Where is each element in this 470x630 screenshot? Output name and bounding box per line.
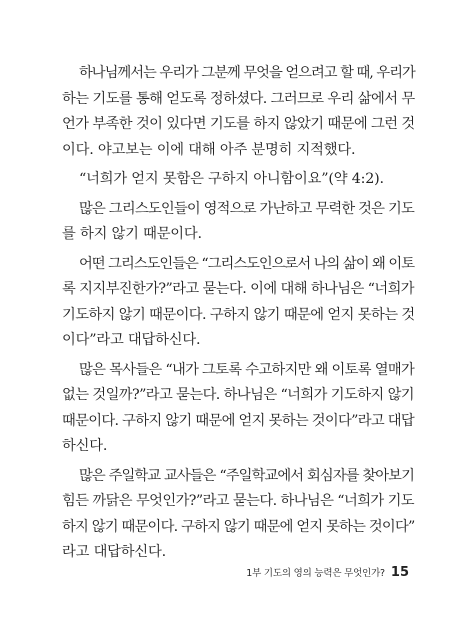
text-line: 때문이다. 구하지 않기 때문에 얻지 못하는 것이다”라고 대답 xyxy=(62,412,415,429)
text-line: 이다. 야고보는 이에 대해 아주 분명히 지적했다. xyxy=(62,141,356,158)
paragraph-2-quote xyxy=(62,167,414,193)
body-text xyxy=(62,61,414,566)
text-line: “너희가 얻지 못함은 구하지 아니함이요”(약 4:2). xyxy=(79,171,384,187)
paragraph-3 xyxy=(62,197,414,248)
paragraph-5 xyxy=(62,358,414,460)
text-line: 기도하지 않기 때문이다. 구하지 않기 때문에 얻지 못하는 것 xyxy=(62,306,415,323)
text-line: 많은 주일학교 교사들은 “주일학교에서 회심자를 찾아보기 xyxy=(79,467,414,484)
text-line: 어떤 그리스도인들은 “그리스도인으로서 나의 삶이 왜 이토 xyxy=(79,255,415,272)
page-footer xyxy=(246,565,409,580)
page-number: 15 xyxy=(390,565,409,580)
text-line: 이다”라고 대답하신다. xyxy=(62,332,201,348)
text-line: 하는 기도를 통해 얻도록 정하셨다. 그러므로 우리 삶에서 무 xyxy=(62,90,415,107)
text-line: 하신다. xyxy=(62,438,108,454)
text-line: 를 하지 않기 때문이다. xyxy=(62,226,202,242)
running-title: 1부 기도의 영의 능력은 무엇인가? xyxy=(246,568,385,579)
text-line: 라고 대답하신다. xyxy=(62,544,166,560)
paragraph-6 xyxy=(62,464,414,566)
paragraph-4 xyxy=(62,252,414,354)
text-line: 언가 부족한 것이 있다면 기도를 하지 않았기 때문에 그런 것 xyxy=(62,116,415,132)
text-line: 하지 않기 때문이다. 구하지 않기 때문에 얻지 못하는 것이다” xyxy=(62,518,415,535)
text-line: 없는 것일까?”라고 묻는다. 하나님은 “너희가 기도하지 않기 xyxy=(62,387,414,403)
paragraph-1 xyxy=(62,61,414,163)
text-line: 힘든 까닭은 무엇인가?”라고 묻는다. 하나님은 “너희가 기도 xyxy=(62,493,414,509)
text-line: 많은 그리스도인들이 영적으로 가난하고 무력한 것은 기도 xyxy=(79,200,414,217)
text-line: 하나님께서는 우리가 그분께 무엇을 얻으려고 할 때, 우리가 xyxy=(79,65,415,81)
text-line: 록 지지부진한가?”라고 묻는다. 이에 대해 하나님은 “너희가 xyxy=(62,281,414,297)
text-line: 많은 목사들은 “내가 그토록 수고하지만 왜 이토록 열매가 xyxy=(79,361,415,378)
